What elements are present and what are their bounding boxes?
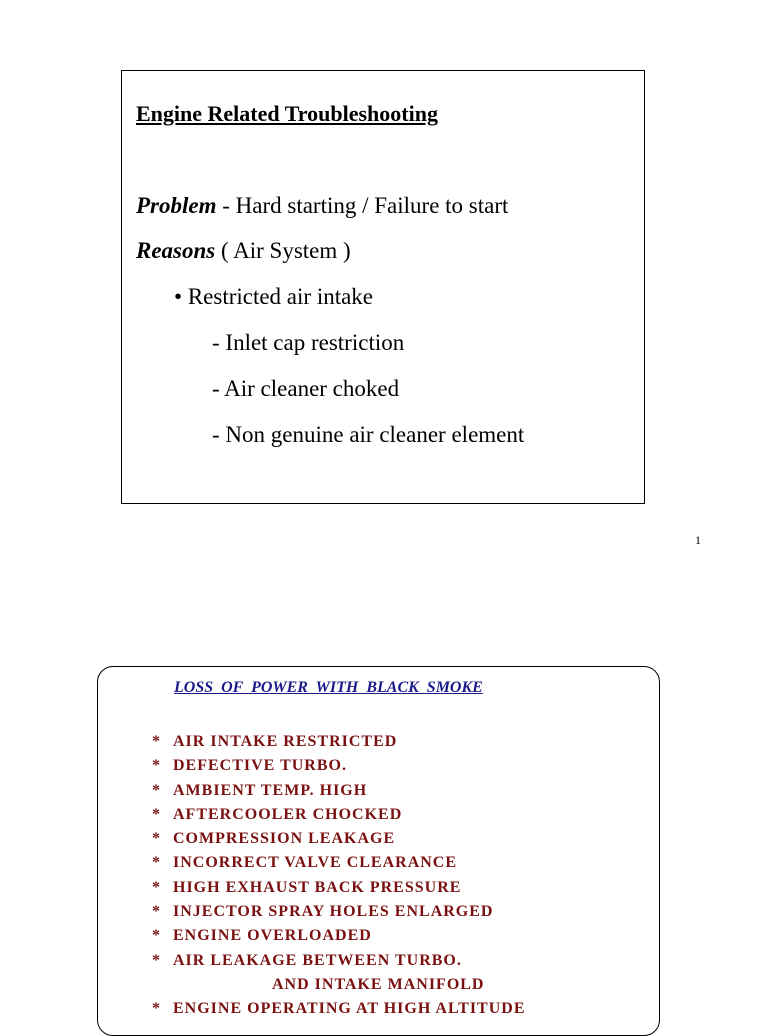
bullet-text: Restricted air intake bbox=[182, 284, 374, 309]
list-item: * ENGINE OPERATING AT HIGH ALTITUDE bbox=[152, 997, 526, 1021]
problem-label: Problem bbox=[136, 193, 217, 218]
sub-item: - Air cleaner choked bbox=[212, 376, 400, 401]
list-item: * INCORRECT VALVE CLEARANCE bbox=[152, 851, 526, 875]
star-icon: * bbox=[152, 757, 161, 775]
star-icon: * bbox=[152, 951, 161, 969]
star-icon: * bbox=[152, 878, 161, 896]
bullet-icon: • bbox=[174, 284, 183, 309]
star-icon: * bbox=[152, 805, 161, 823]
list-item: * ENGINE OVERLOADED bbox=[152, 924, 526, 948]
star-icon: * bbox=[152, 781, 161, 799]
sub-item: - Inlet cap restriction bbox=[212, 330, 405, 355]
list-item: * COMPRESSION LEAKAGE bbox=[152, 827, 526, 851]
list-item: * AIR INTAKE RESTRICTED bbox=[152, 730, 526, 754]
star-icon: * bbox=[152, 830, 161, 848]
bullet-item bbox=[174, 284, 373, 310]
list-item: * INJECTOR SPRAY HOLES ENLARGED bbox=[152, 900, 526, 924]
star-icon: * bbox=[152, 733, 161, 750]
list-item: * HIGH EXHAUST BACK PRESSURE bbox=[152, 876, 526, 900]
problem-text: - Hard starting / Failure to start bbox=[216, 193, 509, 218]
list-item: * AIR LEAKAGE BETWEEN TURBO. bbox=[152, 949, 526, 973]
problem-line bbox=[136, 193, 508, 219]
slide-title: Engine Related Troubleshooting bbox=[136, 101, 438, 126]
star-icon: * bbox=[152, 854, 161, 872]
page-number: 1 bbox=[695, 533, 701, 547]
star-icon: * bbox=[152, 1000, 161, 1018]
star-icon: * bbox=[152, 903, 161, 921]
slide-engine-troubleshooting bbox=[121, 70, 645, 504]
reasons-label: Reasons bbox=[136, 238, 216, 263]
star-icon: * bbox=[152, 927, 161, 945]
slide-heading: LOSS OF POWER WITH BLACK SMOKE bbox=[174, 679, 483, 696]
list-item: * AMBIENT TEMP. HIGH bbox=[152, 779, 526, 803]
list-item: * DEFECTIVE TURBO. bbox=[152, 754, 526, 778]
reasons-text: ( Air System ) bbox=[215, 238, 351, 263]
sub-item: - Non genuine air cleaner element bbox=[212, 422, 525, 447]
slide-loss-of-power bbox=[97, 666, 660, 1036]
reasons-line bbox=[136, 238, 351, 264]
list-item: * AFTERCOOLER CHOCKED bbox=[152, 803, 526, 827]
list-item-continuation: AND INTAKE MANIFOLD bbox=[272, 975, 485, 993]
cause-list bbox=[152, 730, 526, 1022]
